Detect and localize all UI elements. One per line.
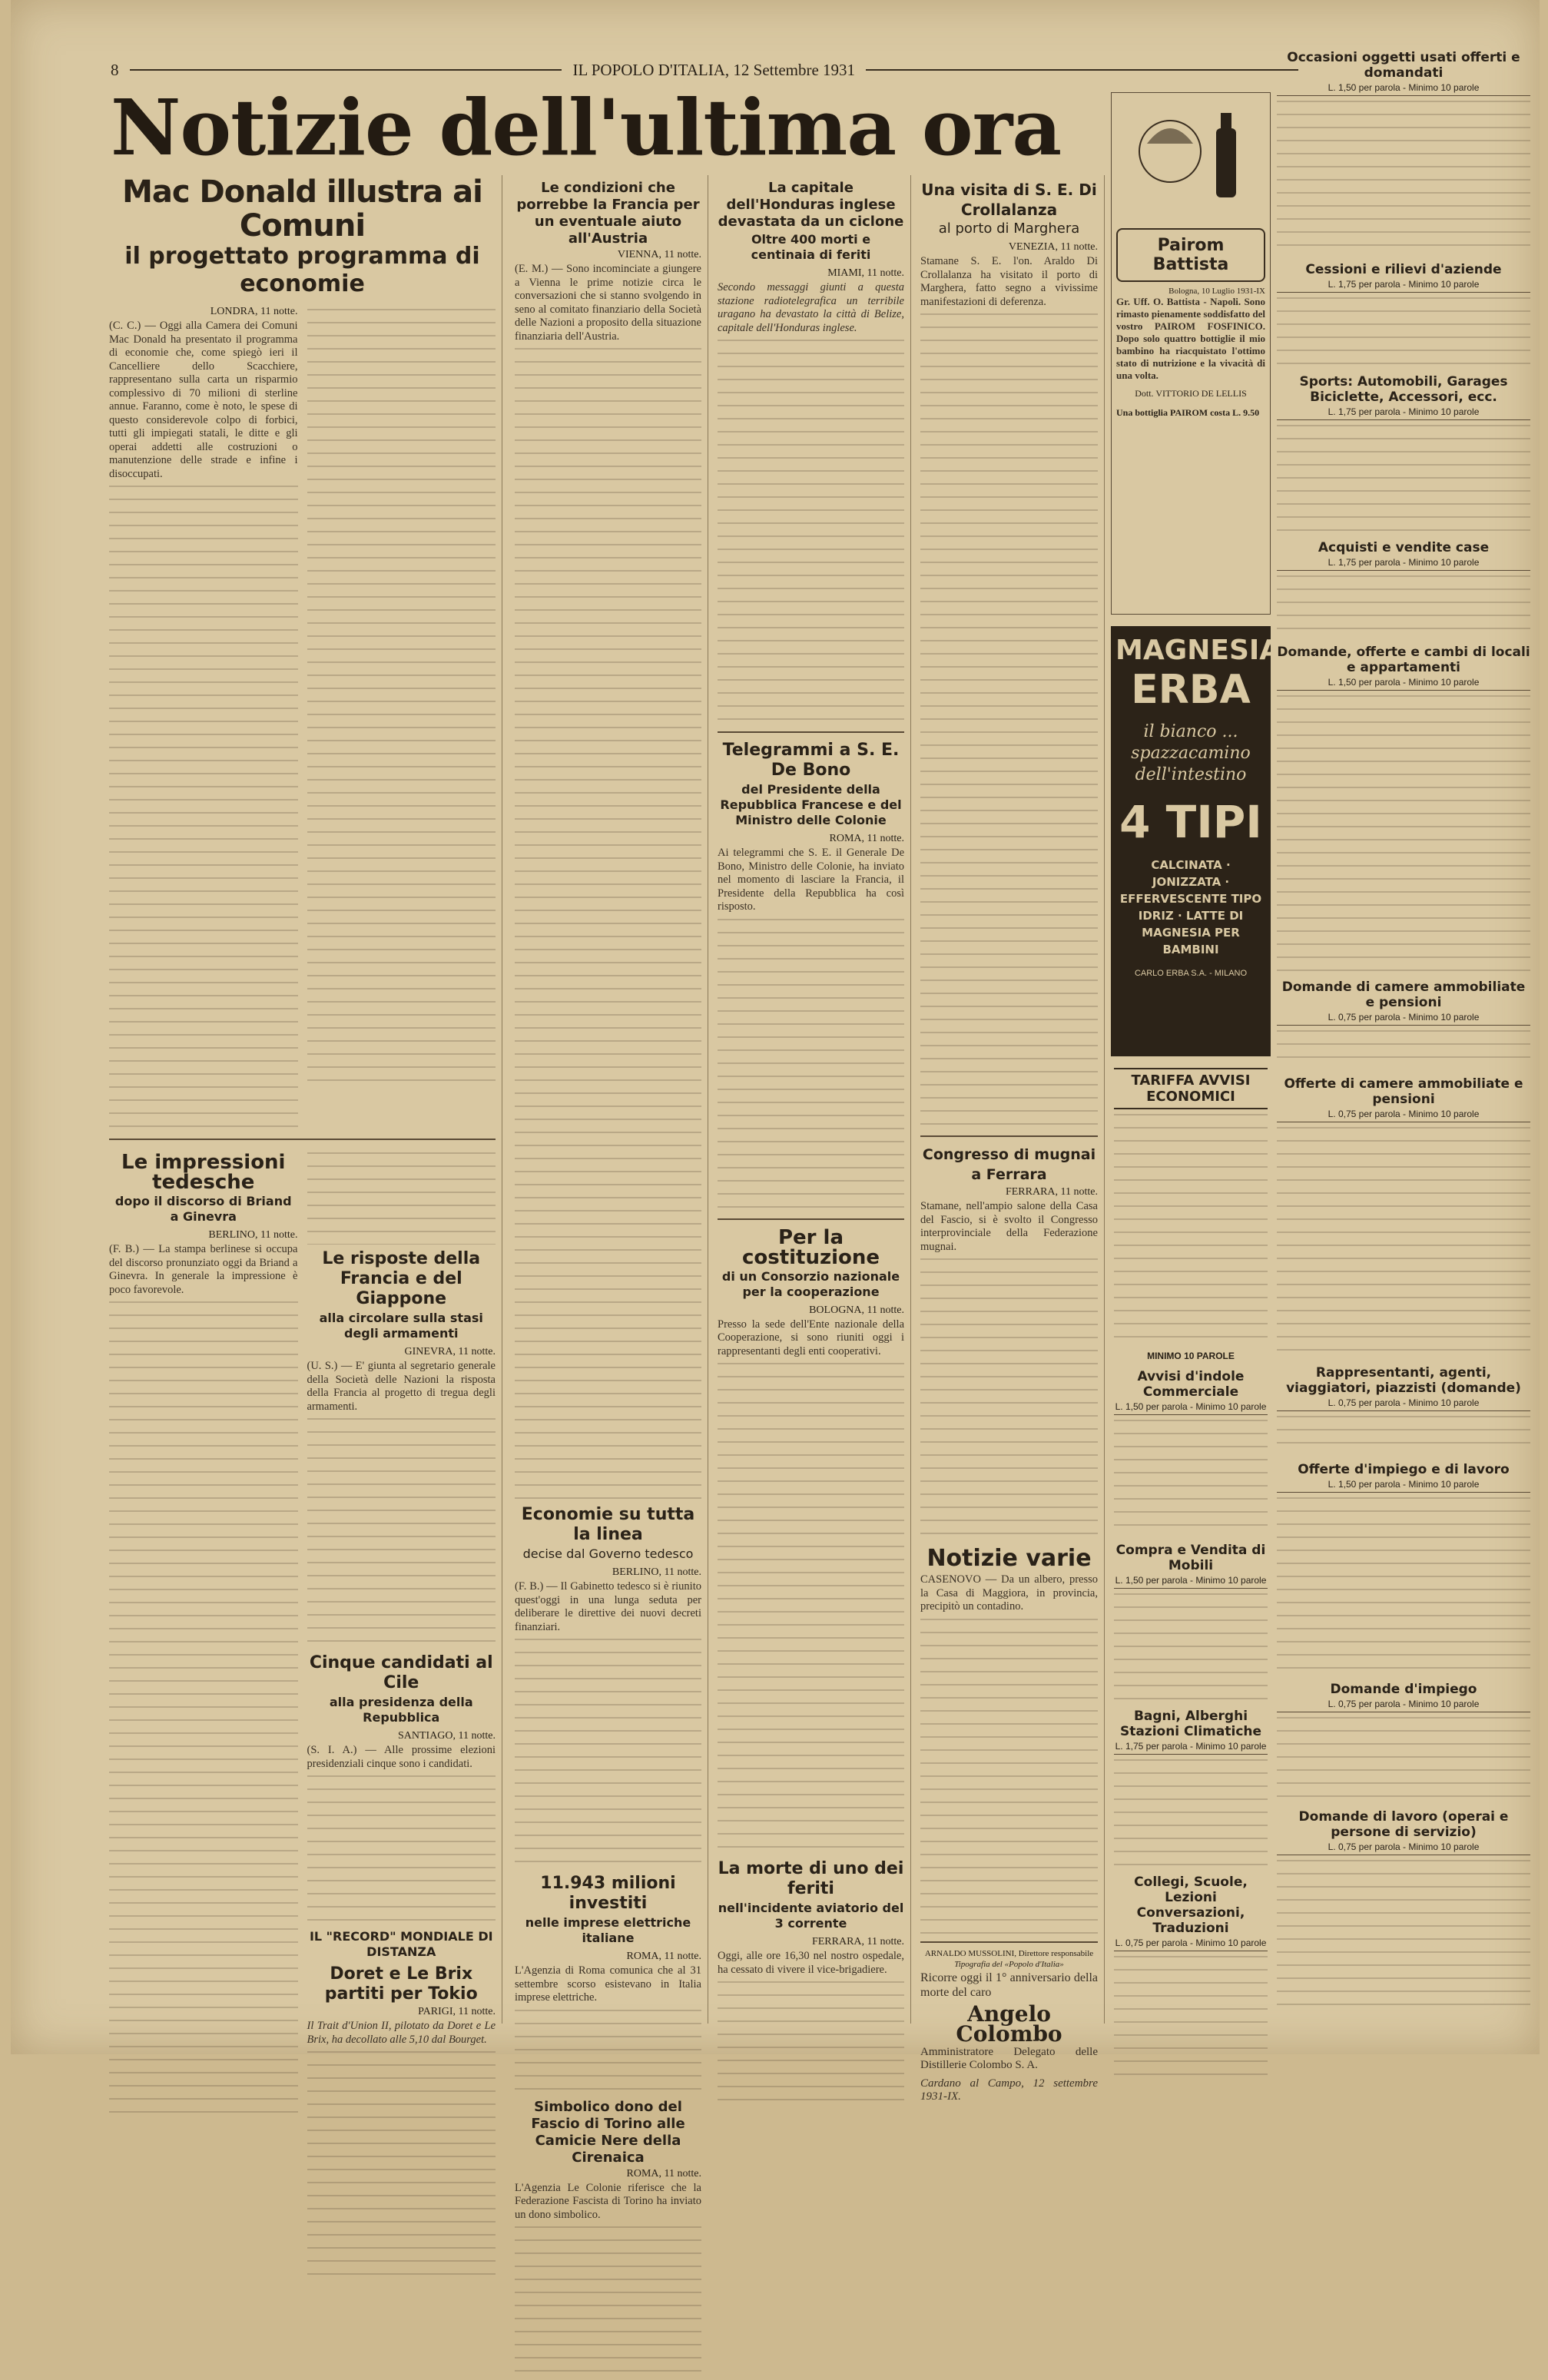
classified-rate: L. 1,50 per parola - Minimo 10 parole xyxy=(1114,1401,1268,1415)
subheadline: decise dal Governo tedesco xyxy=(515,1546,701,1562)
runner-rule-right xyxy=(866,69,1298,71)
mid-classified-3 xyxy=(1114,1874,1268,2079)
text-lines xyxy=(920,1619,1098,1941)
classified-section-10 xyxy=(1277,1809,1530,2014)
article-record xyxy=(307,1929,496,2282)
headline: La capitale dell'Honduras inglese devastata da un ciclone xyxy=(718,180,904,230)
classified-rate: L. 0,75 per parola - Minimo 10 parole xyxy=(1277,1012,1530,1026)
ad-maker: CARLO ERBA S.A. - MILANO xyxy=(1115,969,1266,978)
classified-section-7 xyxy=(1277,1365,1530,1454)
tariffa-avvisi xyxy=(1111,1068,1271,2020)
headline: 11.943 milioni investiti xyxy=(515,1874,701,1914)
classified-section-3 xyxy=(1277,540,1530,637)
article-simbolico xyxy=(515,2099,701,2380)
article-ferito xyxy=(718,1859,904,2104)
dateline: BERLINO, 11 notte. xyxy=(515,1566,701,1579)
classified-lines xyxy=(1277,297,1530,366)
text-lines xyxy=(307,309,496,1092)
text-lines xyxy=(920,313,1098,1128)
classified-rate: L. 1,50 per parola - Minimo 10 parole xyxy=(1277,82,1530,96)
brand-name: Pairom Battista xyxy=(1116,228,1265,282)
headline: Telegrammi a S. E. De Bono xyxy=(718,741,904,781)
article-body: (F. B.) — La stampa berlinese si occupa del discorso pronunziato oggi da Briand a Ginevra. In generale la impressione è poco favorevole. xyxy=(109,1243,298,1297)
classified-lines xyxy=(1277,425,1530,532)
classified-title: Occasioni oggetti usati offerti e domandati xyxy=(1277,50,1530,81)
article-body: (F. B.) — Il Gabinetto tedesco si è riunito quest'oggi in una lunga seduta per deliberare le direttive dei nuovi decreti finanziari. xyxy=(515,1580,701,1634)
article-body: Presso la sede dell'Ente nazionale della Cooperazione, si sono riuniti oggi i rappresentanti degli enti cooperativi. xyxy=(718,1318,904,1359)
classified-rate: L. 1,75 per parola - Minimo 10 parole xyxy=(1277,406,1530,420)
article-body: (S. I. A.) — Alle prossime elezioni presidenziali cinque sono i candidati. xyxy=(307,1744,496,1771)
classified-lines xyxy=(1277,101,1530,254)
classified-rate: L. 0,75 per parola - Minimo 10 parole xyxy=(1277,1397,1530,1411)
text-lines xyxy=(307,1152,496,1245)
headline: Le impressioni tedesche xyxy=(109,1152,298,1192)
headline: Per la costituzione xyxy=(718,1228,904,1268)
article-body: (C. C.) — Oggi alla Camera dei Comuni Mac Donald ha presentato il programma di economie che, come spiegò ieri il Cancelliere dello Scacchiere, rappresentano sulla carta un risparmio complessivo di 70 milioni di sterline annue. Faranno, come è noto, le spese di questo considerevole colpo di forbici, tutti gli impiegati statali, le ditte e gli operai addetti alle costruzioni o manutenzione delle strade e infine i disoccupati. xyxy=(109,320,298,481)
classified-section-5 xyxy=(1277,980,1530,1069)
text-lines xyxy=(718,1981,904,2104)
headline: Congresso di mugnai a Ferrara xyxy=(920,1145,1098,1185)
kicker: IL "RECORD" MONDIALE DI DISTANZA xyxy=(307,1929,496,1960)
article-body: Stamane S. E. l'on. Araldo Di Crollalanza ha visitato il porto di Marghera, fatto segno a vivissime manifestazioni di deferenza. xyxy=(920,255,1098,309)
dateline: VIENNA, 11 notte. xyxy=(515,249,701,261)
testimonial-date: Bologna, 10 Luglio 1931-IX xyxy=(1116,287,1265,296)
article-body: (E. M.) — Sono incominciate a giungere a Vienna le prime notizie circa le conversazioni che si stanno svolgendo in seno al comitato finanziario della Società delle Nazioni a proposito della situazione finanziaria dell'Austria. xyxy=(515,263,701,343)
mid-classified-1 xyxy=(1114,1543,1268,1701)
article-macdonald xyxy=(109,175,496,1131)
classified-title: Collegi, Scuole, Lezioni Conversazioni, Traduzioni xyxy=(1114,1874,1268,1936)
subheadline: Oltre 400 morti e centinaia di feriti xyxy=(718,232,904,263)
classified-rate: L. 1,50 per parola - Minimo 10 parole xyxy=(1277,677,1530,691)
anniversary-signoff: Cardano al Campo, 12 settembre 1931-IX. xyxy=(920,2077,1098,2104)
classified-section-1 xyxy=(1277,262,1530,366)
article-body: Ai telegrammi che S. E. il Generale De Bono, Ministro delle Colonie, ha inviato nel momento di lasciare la Francia, il Presidente della Repubblica ha così risposto. xyxy=(718,847,904,914)
classified-rate: L. 1,75 per parola - Minimo 10 parole xyxy=(1277,557,1530,571)
article-body: Il Trait d'Union II, pilotato da Doret e Le Brix, ha decollato alle 5,10 dal Bourget. xyxy=(307,2020,496,2047)
dateline: BOLOGNA, 11 notte. xyxy=(718,1304,904,1317)
ad-pairom xyxy=(1111,92,1271,615)
classified-title: Cessioni e rilievi d'aziende xyxy=(1277,262,1530,277)
tariffa-minimum: MINIMO 10 PAROLE xyxy=(1114,1351,1268,1361)
classified-lines xyxy=(1277,1497,1530,1674)
dateline: SANTIAGO, 11 notte. xyxy=(307,1730,496,1742)
dateline: ROMA, 11 notte. xyxy=(515,1951,701,1963)
classified-section-0 xyxy=(1277,50,1530,254)
imprint: ARNALDO MUSSOLINI, Direttore responsabile xyxy=(920,1949,1098,1958)
subheadline: alla circolare sulla stasi degli armamenti xyxy=(307,1311,496,1341)
column-4 xyxy=(914,175,1105,2024)
headline: Le risposte della Francia e del Giappone xyxy=(307,1249,496,1309)
classified-lines xyxy=(1277,575,1530,637)
classified-title: Domande d'impiego xyxy=(1277,1682,1530,1697)
ad-types: 4 TIPI xyxy=(1115,795,1266,849)
headline: Mac Donald illustra ai Comuni xyxy=(109,175,496,243)
article-economie xyxy=(515,1505,701,1869)
classified-rate: L. 0,75 per parola - Minimo 10 parole xyxy=(1277,1699,1530,1712)
classified-title: Rappresentanti, agenti, viaggiatori, piazzisti (domande) xyxy=(1277,1365,1530,1396)
subheadline: di un Consorzio nazionale per la cooperazione xyxy=(718,1269,904,1300)
classified-rate: L. 1,50 per parola - Minimo 10 parole xyxy=(1277,1479,1530,1493)
mid-classified-2 xyxy=(1114,1709,1268,1867)
article-milioni xyxy=(515,1874,701,2094)
article-honduras xyxy=(718,180,904,724)
headline: Le condizioni che porrebbe la Francia per un eventuale aiuto all'Austria xyxy=(515,180,701,247)
dateline: PARIGI, 11 notte. xyxy=(307,2006,496,2018)
deceased-name: Angelo Colombo xyxy=(920,2004,1098,2044)
subheadline: il progettato programma di economie xyxy=(109,243,496,298)
headline: Una visita di S. E. Di Crollalanza xyxy=(920,180,1098,220)
text-lines xyxy=(515,348,701,1500)
woman-illustration xyxy=(1116,98,1267,220)
classified-title: Offerte di camere ammobiliate e pensioni xyxy=(1277,1076,1530,1107)
page-number: 8 xyxy=(111,61,119,80)
classified-rate: L. 1,50 per parola - Minimo 10 parole xyxy=(1114,1575,1268,1589)
headline: Doret e Le Brix partiti per Tokio xyxy=(307,1964,496,2004)
article-risposte xyxy=(307,1152,496,1649)
ad-title-2: ERBA xyxy=(1115,668,1266,712)
classifieds-column xyxy=(1277,50,1530,2024)
dateline: ROMA, 11 notte. xyxy=(718,833,904,845)
article-body: (U. S.) — E' giunta al segretario generale della Società delle Nazioni la risposta della Francia al progetto di tregua degli armamenti. xyxy=(307,1360,496,1414)
print-house: Tipografia del «Popolo d'Italia» xyxy=(920,1960,1098,1969)
classified-title: Offerte d'impiego e di lavoro xyxy=(1277,1462,1530,1477)
classified-rate: L. 0,75 per parola - Minimo 10 parole xyxy=(1114,1937,1268,1951)
classified-rate: L. 0,75 per parola - Minimo 10 parole xyxy=(1277,1841,1530,1855)
article-body: L'Agenzia di Roma comunica che al 31 settembre scorso esistevano in Italia imprese elettriche. xyxy=(515,1964,701,2005)
article-costituzione xyxy=(718,1228,904,1855)
classified-rate: L. 1,75 per parola - Minimo 10 parole xyxy=(1277,279,1530,293)
tariffa-title: TARIFFA AVVISI ECONOMICI xyxy=(1114,1068,1268,1109)
article-crollalanza xyxy=(920,180,1098,1128)
classified-section-9 xyxy=(1277,1682,1530,1802)
dateline: VENEZIA, 11 notte. xyxy=(920,241,1098,254)
classified-title: Compra e Vendita di Mobili xyxy=(1114,1543,1268,1573)
text-lines xyxy=(515,2226,701,2380)
classified-lines xyxy=(1114,1593,1268,1701)
mid-classified-0 xyxy=(1114,1369,1268,1535)
text-lines xyxy=(920,1258,1098,1535)
classified-section-8 xyxy=(1277,1462,1530,1674)
article-mugnai xyxy=(920,1145,1098,1535)
article-body: Stamane, nell'ampio salone della Casa del Fascio, si è svolto il Congresso interprovinciale della Federazione mugnai. xyxy=(920,1200,1098,1254)
ad-slogan: il bianco ... spazzacamino dell'intestino xyxy=(1115,721,1266,786)
classified-title: Sports: Automobili, Garages Biciclette, Accessori, ecc. xyxy=(1277,374,1530,405)
runner-rule-left xyxy=(130,69,562,71)
newspaper-page xyxy=(11,0,1540,2054)
divider xyxy=(718,1218,904,1220)
subheadline: del Presidente della Repubblica Francese e del Ministro delle Colonie xyxy=(718,782,904,828)
classified-lines xyxy=(1114,1956,1268,2079)
classified-rate: L. 0,75 per parola - Minimo 10 parole xyxy=(1277,1109,1530,1122)
dateline: MIAMI, 11 notte. xyxy=(718,267,904,280)
ad-title-1: MAGNESIA xyxy=(1115,634,1266,668)
classified-lines xyxy=(1277,1127,1530,1357)
column-2 xyxy=(509,175,708,2024)
paper-title-date: IL POPOLO D'ITALIA, 12 Settembre 1931 xyxy=(572,61,855,80)
text-lines xyxy=(109,1301,298,2116)
classified-rate: L. 1,75 per parola - Minimo 10 parole xyxy=(1114,1741,1268,1755)
divider xyxy=(920,1135,1098,1137)
classified-lines xyxy=(1277,695,1530,972)
doctor-name: Dott. VITTORIO DE LELLIS xyxy=(1116,388,1265,399)
dateline: ROMA, 11 notte. xyxy=(515,2168,701,2180)
text-lines xyxy=(718,919,904,1211)
dateline: FERRARA, 11 notte. xyxy=(920,1186,1098,1198)
subheadline: dopo il discorso di Briand a Ginevra xyxy=(109,1194,298,1225)
article-body: CASENOVO — Da un albero, presso la Casa di Maggiora, in provincia, precipitò un contadino. xyxy=(920,1573,1098,1614)
classified-section-4 xyxy=(1277,645,1530,972)
text-lines xyxy=(718,340,904,724)
classified-title: Bagni, Alberghi Stazioni Climatiche xyxy=(1114,1709,1268,1739)
text-lines xyxy=(307,1418,496,1649)
classified-title: Avvisi d'indole Commerciale xyxy=(1114,1369,1268,1400)
classified-title: Domande di lavoro (operai e persone di servizio) xyxy=(1277,1809,1530,1840)
article-telegrammi xyxy=(718,741,904,1211)
dateline: BERLINO, 11 notte. xyxy=(109,1229,298,1241)
headline: La morte di uno dei feriti xyxy=(718,1859,904,1899)
classified-lines xyxy=(1277,1717,1530,1802)
column-3 xyxy=(711,175,911,2024)
article-varie xyxy=(920,1546,1098,1941)
text-lines xyxy=(307,2051,496,2282)
testimonial-text: Gr. Uff. O. Battista - Napoli. Sono rimasto pienamente soddisfatto del vostro PAIROM FOSFINICO. Dopo solo quattro bottiglie il mio bambino ha riacquistato l'ottimo stato di nutrizione e la vivacità di una volta. xyxy=(1116,296,1265,382)
subheadline: nell'incidente aviatorio del 3 corrente xyxy=(718,1901,904,1931)
text-lines xyxy=(515,1639,701,1869)
classified-section-6 xyxy=(1277,1076,1530,1357)
divider xyxy=(109,1139,496,1140)
price-line: Una bottiglia PAIROM costa L. 9.50 xyxy=(1116,407,1265,419)
text-lines xyxy=(109,486,298,1131)
classified-lines xyxy=(1114,1420,1268,1535)
article-body: Oggi, alle ore 16,30 nel nostro ospedale, ha cessato di vivere il vice-brigadiere. xyxy=(718,1950,904,1977)
article-impressioni xyxy=(109,1148,298,2282)
divider xyxy=(718,731,904,733)
headline: Economie su tutta la linea xyxy=(515,1505,701,1545)
classified-lines xyxy=(1277,1860,1530,2014)
classified-lines xyxy=(1277,1030,1530,1069)
tariff-lines xyxy=(1114,1114,1268,1344)
text-lines xyxy=(307,1775,496,1929)
classified-title: Domande, offerte e cambi di locali e appartamenti xyxy=(1277,645,1530,675)
article-condizioni xyxy=(515,180,701,1500)
classified-lines xyxy=(1114,1759,1268,1867)
subheadline: al porto di Marghera xyxy=(920,221,1098,237)
anniversary-intro: Ricorre oggi il 1° anniversario della morte del caro xyxy=(920,1971,1098,2000)
classified-lines xyxy=(1277,1416,1530,1454)
anniversary-body: Amministratore Delegato delle Distillerie Colombo S. A. xyxy=(920,2046,1098,2073)
headline: Notizie varie xyxy=(920,1546,1098,1572)
headline: Simbolico dono del Fascio di Torino alle Camicie Nere della Cirenaica xyxy=(515,2099,701,2166)
dateline: GINEVRA, 11 notte. xyxy=(307,1346,496,1358)
column-1 xyxy=(103,175,502,2024)
article-colombo xyxy=(920,1941,1098,2104)
article-cile xyxy=(307,1653,496,1929)
dateline: LONDRA, 11 notte. xyxy=(109,306,298,318)
subheadline: alla presidenza della Repubblica xyxy=(307,1695,496,1725)
text-lines xyxy=(718,1363,904,1855)
classified-section-2 xyxy=(1277,374,1530,532)
page-runner xyxy=(111,60,1309,80)
text-lines xyxy=(515,2010,701,2094)
classified-title: Acquisti e vendite case xyxy=(1277,540,1530,555)
classified-title: Domande di camere ammobiliate e pensioni xyxy=(1277,980,1530,1010)
article-body: Secondo messaggi giunti a questa stazione radiotelegrafica un terribile uragano ha devastato la città di Belize, capitale dell'Honduras inglese. xyxy=(718,281,904,335)
ad-magnesia-erba xyxy=(1111,626,1271,1056)
subheadline: nelle imprese elettriche italiane xyxy=(515,1915,701,1946)
dateline: FERRARA, 11 notte. xyxy=(718,1936,904,1948)
section-masthead: Notizie dell'ultima ora xyxy=(111,85,1109,171)
article-body: L'Agenzia Le Colonie riferisce che la Federazione Fascista di Torino ha inviato un dono simbolico. xyxy=(515,2182,701,2223)
headline: Cinque candidati al Cile xyxy=(307,1653,496,1693)
ad-product-list: CALCINATA · JONIZZATA · EFFERVESCENTE TIPO IDRIZ · LATTE DI MAGNESIA PER BAMBINI xyxy=(1115,857,1266,958)
